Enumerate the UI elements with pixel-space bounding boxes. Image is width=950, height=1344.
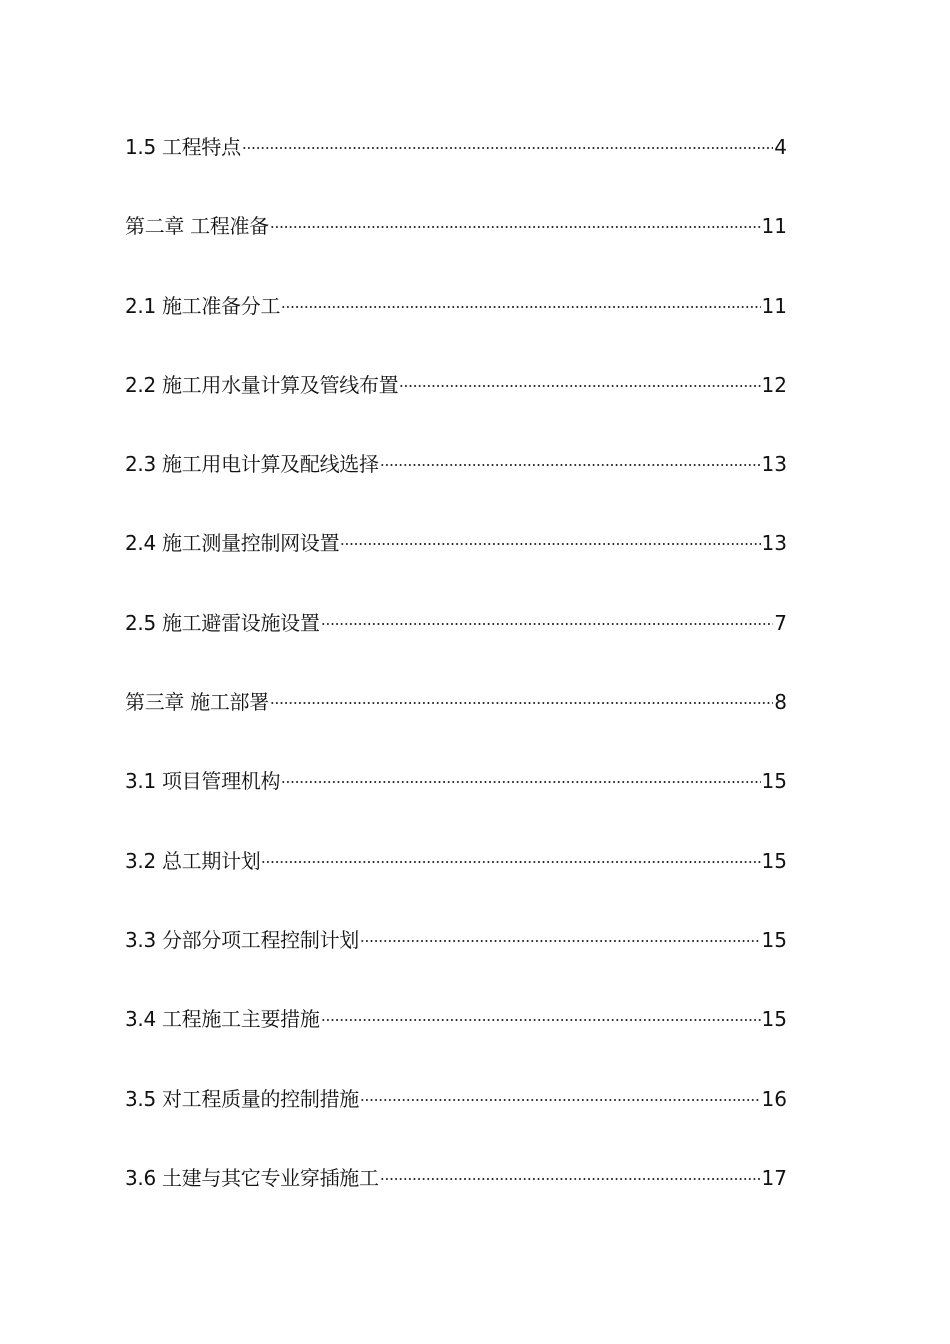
- toc-entry-3-5[interactable]: [125, 1078, 787, 1157]
- toc-page-number: 13: [761, 531, 787, 556]
- toc-entry-chapter-3[interactable]: [125, 681, 787, 760]
- toc-entry-title: 2.3 施工用电计算及配线选择: [125, 452, 379, 477]
- toc-entry-title: 2.2 施工用水量计算及管线布置: [125, 372, 399, 397]
- toc-dot-leader: [321, 602, 774, 630]
- toc-page-number: 13: [761, 452, 787, 477]
- toc-dot-leader: [261, 840, 760, 868]
- toc-entry-chapter-2[interactable]: [125, 205, 787, 284]
- toc-entry-2-1[interactable]: [125, 285, 787, 364]
- toc-entry-3-4[interactable]: [125, 998, 787, 1077]
- toc-entry-2-2[interactable]: [125, 364, 787, 443]
- toc-dot-leader: [270, 205, 761, 233]
- toc-entry-1-5[interactable]: [125, 126, 787, 205]
- toc-page-number: 15: [761, 927, 787, 952]
- toc-page-number: 17: [761, 1165, 787, 1190]
- table-of-contents: [125, 126, 787, 1236]
- toc-entry-title: 第三章 施工部署: [125, 690, 269, 715]
- toc-entry-2-3[interactable]: [125, 443, 787, 522]
- toc-entry-3-1[interactable]: [125, 760, 787, 839]
- toc-entry-3-6[interactable]: [125, 1157, 787, 1236]
- toc-entry-title: 2.1 施工准备分工: [125, 293, 281, 318]
- toc-entry-title: 3.1 项目管理机构: [125, 769, 281, 794]
- toc-page-number: 8: [774, 690, 787, 715]
- toc-entry-title: 1.5 工程特点: [125, 135, 241, 159]
- toc-page-number: 16: [761, 1086, 787, 1111]
- toc-dot-leader: [242, 126, 774, 154]
- toc-page-number: 4: [774, 135, 787, 159]
- toc-dot-leader: [281, 760, 760, 788]
- toc-dot-leader: [380, 443, 761, 471]
- toc-dot-leader: [321, 998, 761, 1026]
- toc-page-number: 7: [774, 610, 787, 635]
- toc-dot-leader: [281, 285, 760, 313]
- toc-page-number: 15: [761, 848, 787, 873]
- toc-entry-title: 3.6 土建与其它专业穿插施工: [125, 1165, 379, 1190]
- toc-page-number: 15: [761, 1007, 787, 1032]
- toc-entry-2-4[interactable]: [125, 522, 787, 601]
- toc-entry-title: 3.2 总工期计划: [125, 848, 261, 873]
- toc-dot-leader: [360, 1078, 761, 1106]
- toc-page-number: 11: [761, 214, 787, 239]
- toc-entry-3-2[interactable]: [125, 840, 787, 919]
- toc-dot-leader: [340, 522, 760, 550]
- toc-entry-title: 3.5 对工程质量的控制措施: [125, 1086, 359, 1111]
- toc-entry-3-3[interactable]: [125, 919, 787, 998]
- toc-entry-title: 2.4 施工测量控制网设置: [125, 531, 340, 556]
- toc-entry-title: 3.4 工程施工主要措施: [125, 1007, 320, 1032]
- toc-page-number: 12: [761, 372, 787, 397]
- toc-entry-2-5[interactable]: [125, 602, 787, 681]
- toc-entry-title: 3.3 分部分项工程控制计划: [125, 927, 359, 952]
- toc-entry-title: 2.5 施工避雷设施设置: [125, 610, 320, 635]
- toc-dot-leader: [360, 919, 761, 947]
- toc-dot-leader: [380, 1157, 761, 1185]
- toc-page-number: 15: [761, 769, 787, 794]
- toc-entry-title: 第二章 工程准备: [125, 214, 269, 239]
- toc-dot-leader: [270, 681, 773, 709]
- toc-dot-leader: [399, 364, 760, 392]
- toc-page-number: 11: [761, 293, 787, 318]
